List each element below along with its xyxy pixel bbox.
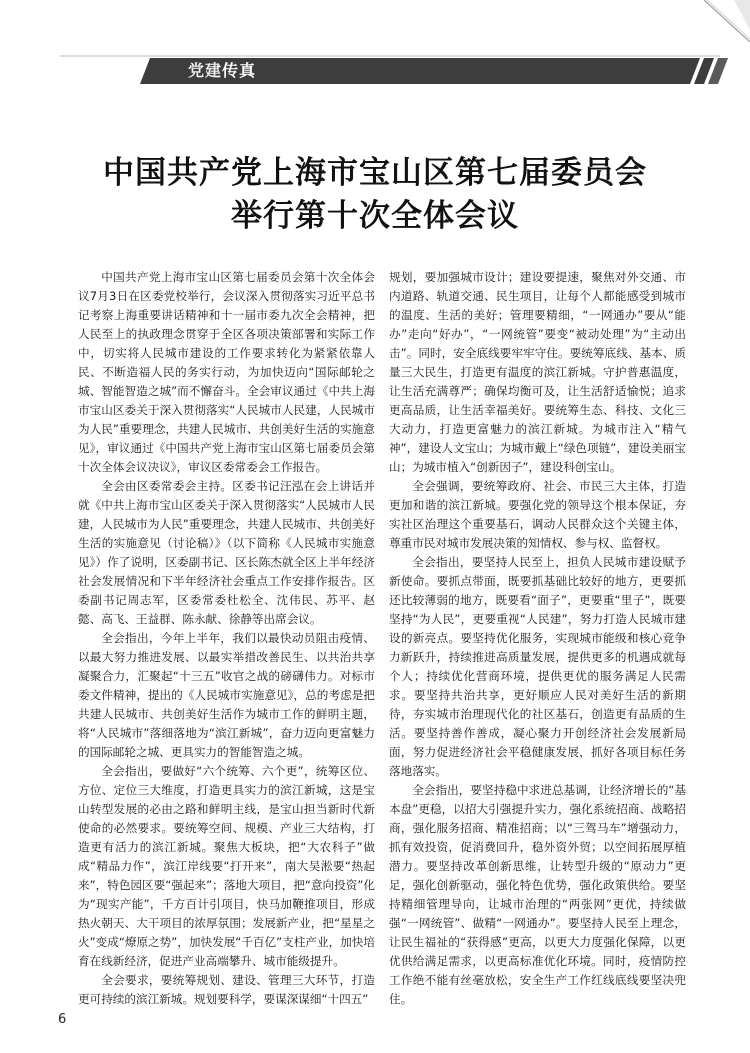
paragraph: 全会指出，要做好“六个统筹、六个更”，统筹区位、方位、定位三大维度，打造更具实力的滨江新城，这是宝山转型发展的必由之路和鲜明主线，是宝山担当新时代新使命的必然要求。要统筹空间、规模、产业三大结构，打造更有活力的滨江新城。聚焦大板块，把“大农科子”做成“精品力作”，滨江岸线要“打开来”，南大吴淞要“热起来”，特色园区要“强起来”；落地大项目，把“意向投资”化为“现实产能”，千方百计引项目，快马加鞭推项目，形成热火朝天、大干项目的浓厚氛围；发展新产业，把“星星之火”变成“燎原之势”，加快发展“千百亿”支柱产业，加快培育在线新经济，促进产业高端攀升、城市能级提升。 [78,764,375,968]
article-title-line2: 举行第十次全体会议 [231,198,519,234]
article-right-column [389,268,686,1009]
page-number: 6 [58,1012,67,1027]
paragraph: 全会指出，要坚持人民至上，担负人民城市建设赋予新使命。要抓点带面，既要抓基础比较好的地方，更要抓还比较薄弱的地方，既要看“面子”，更要重“里子”，既要坚持“为人民”，更要重视“人民建”，努力打造人民城市建设的新亮点。要坚持优化服务，实现城市能级和核心竞争力新跃升，持续推进高质量发展，提供更多的机遇成就每个人；持续优化营商环境，提供更优的服务满足人民需求。要坚持共治共享，更好顺应人民对美好生活的新期待，夯实城市治理现代化的社区基石，创造更有品质的生活。要坚持善作善成，凝心聚力开创经济社会发展新局面，努力促进经济社会平稳健康发展，抓好各项目标任务落地落实。 [389,555,686,778]
article-title-line1: 中国共产党上海市宝山区第七届委员会 [103,155,647,191]
article-left-column [78,268,375,1009]
section-header-band [0,0,750,90]
paragraph: 全会指出，今年上半年，我们以最快动员阻击疫情、以最大努力推进发展、以最实举措改善民生、以共治共享凝聚合力，汇聚起“十三五”收官之战的磅礴伟力。对标市委文件精神，提出的《人民城市实施意见》，总的考虑是把共建人民城市、共创美好生活作为城市工作的鲜明主题，将“人民城市”落细落地为“滨江新城”，奋力迈向更富魅力的国际邮轮之城、更具实力的智能智造之城。 [78,631,375,759]
section-label-suffix: 传真 [222,61,257,80]
paragraph: 全会由区委常委会主持。区委书记汪泓在会上讲话并就《中共上海市宝山区委关于深入贯彻落实“人民城市人民建，人民城市为人民”重要理念，共建人民城市、共创美好生活的实施意见（讨论稿）》（以下简称《人民城市实施意见》）作了说明，区委副书记、区长陈杰就全区上半年经济社会发展情况和下半年经济社会重点工作安排作报告。区委副书记周志军，区委常委杜松全、沈伟民、苏平、赵懿、高飞、王益群、陈永献、徐静等出席会议。 [78,479,375,626]
paragraph: 全会强调，要统筹政府、社会、市民三大主体，打造更加和谐的滨江新城。要强化党的领导这个根本保证，夯实社区治理这个重要基石，调动人民群众这个关键主体，尊重市民对城市发展决策的知情权、参与权、监督权。 [389,479,686,550]
section-label-prefix: 党建 [188,61,223,80]
paragraph-continued: 规划，要加强城市设计；建设要提速，聚焦对外交通、市内道路、轨道交通、民生项目，让每个人都能感受到城市的温度、生活的美好；管理要精细，“一网通办”要从“能办”走向“好办”，“一网统管”要变“被动处理”为“主动出击”。同时，安全底线要牢牢守住。要统筹底线、基本、质量三大民生，打造更有温度的滨江新城。守护普惠温度，让生活充满尊严；确保均衡可及，让生活舒适愉悦；追求更高品质，让生活幸福美好。要统筹生态、科技、文化三大动力，打造更富魅力的滨江新城。为城市注入“精气神”，建设人文宝山；为城市戴上“绿色项链”，建设美丽宝山；为城市植入“创新因子”，建设科创宝山。 [389,270,686,474]
paragraph: 中国共产党上海市宝山区第七届委员会第十次全体会议7月3日在区委党校举行，会议深入贯彻落实习近平总书记考察上海重要讲话精神和十一届市委九次全会精神，把人民至上的执政理念贯穿于全区各项决策部署和实际工作中，切实将人民城市建设的工作要求转化为紧紧依靠人民、不断造福人民的务实行动，为加快迈向“国际邮轮之城、智能智造之城”而不懈奋斗。全会审议通过《中共上海市宝山区委关于深入贯彻落实“人民城市人民建，人民城市为人民”重要理念，共建人民城市、共创美好生活的实施意见》，审议通过《中国共产党上海市宝山区第七届委员会第十次全体会议决议》，审议区委常委会工作报告。 [78,270,375,474]
paragraph: 全会要求，要统筹规划、建设、管理三大环节，打造更可持续的滨江新城。规划要科学，要谋深谋细“十四五” [78,973,375,1006]
paragraph: 全会指出，要坚持稳中求进总基调，让经济增长的“基本盘”更稳，以招大引强提升实力，强化系统招商、战略招商，强化服务招商、精准招商；以“三驾马车”增强动力，抓有效投资，促消费回升，稳外资外贸；以空间拓展厚植潜力。要坚持改革创新思维，让转型升级的“原动力”更足，强化创新驱动，强化特色优势，强化政策供给。要坚持精细管理导向，让城市治理的“两张网”更优，持续做强“一网统管”、做精“一网通办”。要坚持人民至上理念，让民生福祉的“获得感”更高，以更大力度强化保障，以更优供给满足需求，以更高标准优化环境。同时，疫情防控工作绝不能有丝毫放松，安全生产工作红线底线要坚决兜住。 [389,783,686,1006]
section-label [188,60,256,82]
